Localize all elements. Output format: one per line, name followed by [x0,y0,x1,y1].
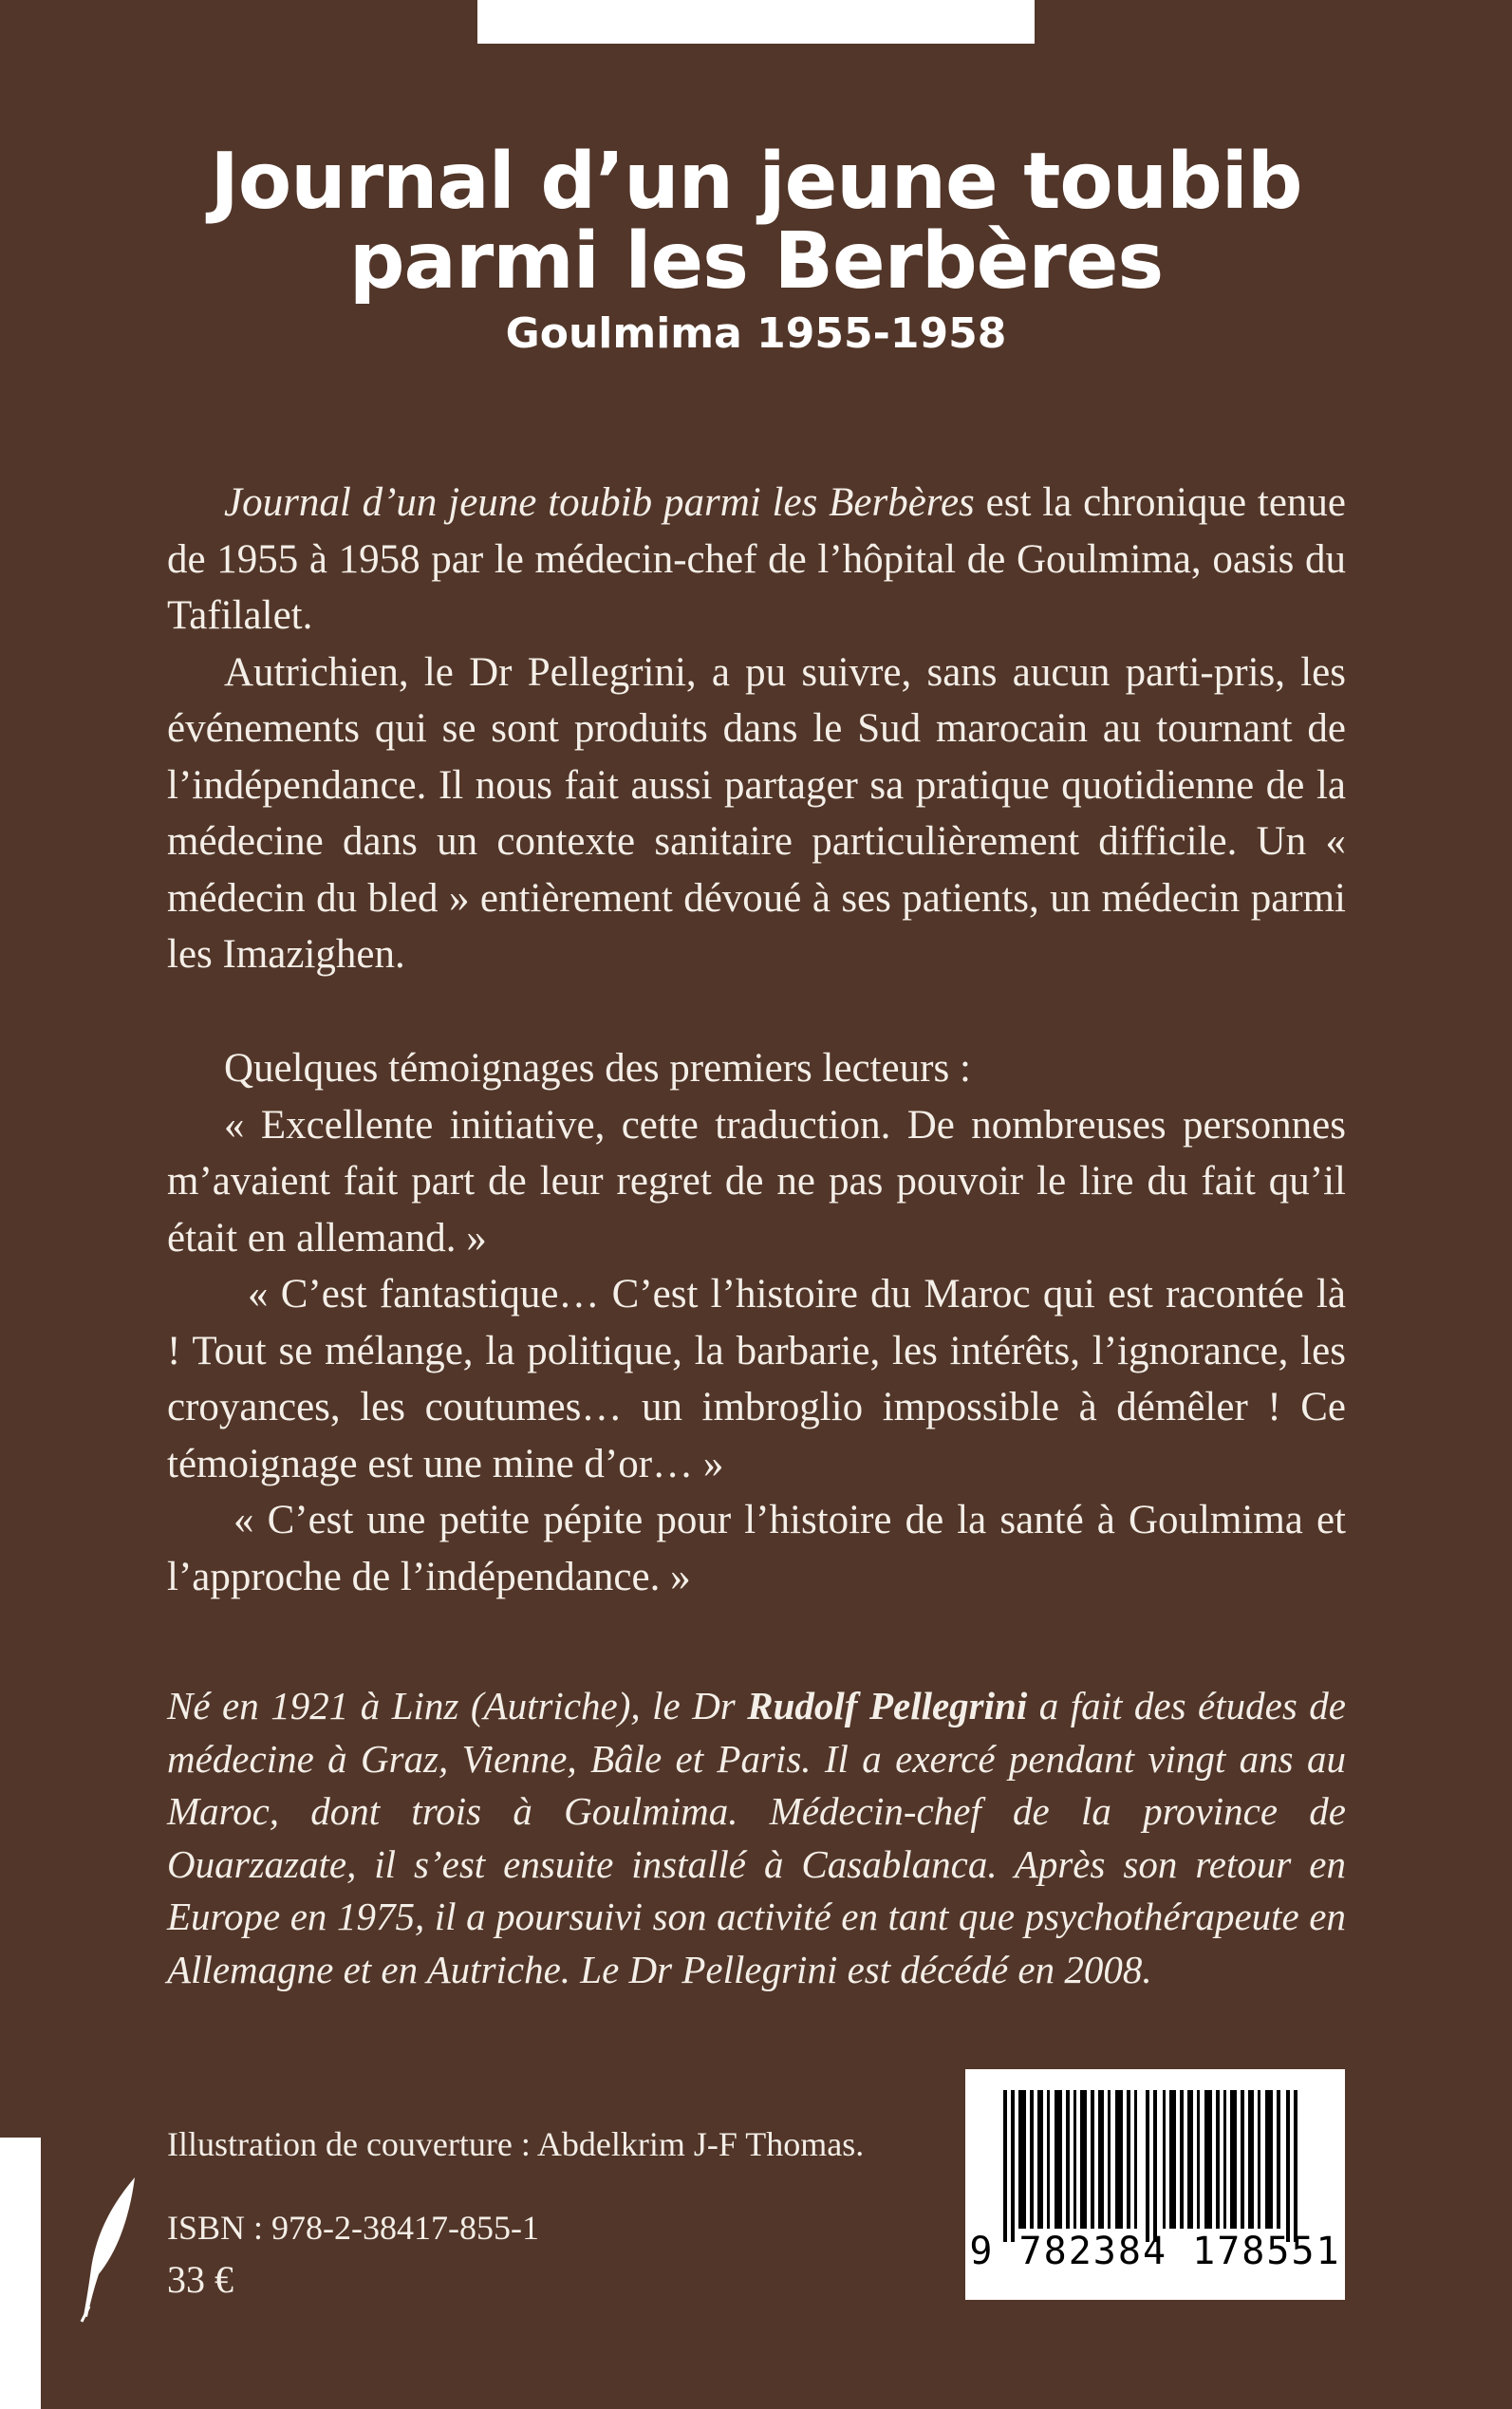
intro-paragraph-1 [167,475,1346,644]
testimonials-heading: Quelques témoignages des premiers lecteurs : [224,1046,971,1091]
intro-section [167,475,1346,983]
testimonial-3: « C’est une petite pépite pour l’histoire de la santé à Goulmima et l’approche de l’indépendance. » [167,1498,1346,1599]
barcode [965,2069,1345,2300]
book-title-line-1: Journal d’un jeune toubib [210,137,1302,227]
book-title-line-2: parmi les Berbères [348,216,1164,307]
author-bio [167,1680,1346,1996]
intro-paragraph-1-text: est la chronique tenue de 1955 à 1958 par le médecin-chef de l’hôpital de Goulmima, oasis du Tafilalet. [167,480,1346,638]
bio-before: Né en 1921 à Linz (Autriche), le Dr [167,1684,748,1727]
book-subtitle: Goulmima 1955-1958 [505,309,1007,358]
testimonial-1: « Excellente initiative, cette traduction. De nombreuses personnes m’avaient fait part de leur regret de ne pas pouvoir le lire du fait qu’il était en allemand. » [167,1102,1346,1261]
author-name: Rudolf Pellegrini [747,1684,1028,1727]
illustration-credit: Illustration de couverture : Abdelkrim J-F Thomas. [167,2125,865,2163]
barcode-bars [984,2090,1326,2242]
intro-paragraph-2: Autrichien, le Dr Pellegrini, a pu suivre, sans aucun parti-pris, les événements qui se sont produits dans le Sud marocain au tournant de l’indépendance. Il nous fait aussi partager sa pratique quotidienne de la médecine dans un contexte sanitaire particulièrement difficile. Un « médecin du bled » entièrement dévoué à ses patients, un médecin parmi les Imazighen. [167,649,1346,977]
top-white-tab [477,0,1035,44]
intro-title-italic: Journal d’un jeune toubib parmi les Berbères [224,480,975,525]
left-white-strip [0,2138,41,2409]
barcode-number: 9 782384 178551 [969,2230,1341,2273]
isbn: ISBN : 978-2-38417-855-1 [167,2209,539,2247]
title-block [0,137,1512,363]
bio-after: a fait des études de médecine à Graz, Vienne, Bâle et Paris. Il a exercé pendant vingt ans au Maroc, dont trois à Goulmima. Médecin-chef de la province de Ouarzazate, il s’est ensuite installé à Casablanca. Après son retour en Europe en 1975, il a poursuivi son activité en tant que psychothérapeute en Allemagne et en Autriche. Le Dr Pellegrini est décédé en 2008. [167,1684,1346,1991]
testimonial-2: « C’est fantastique… C’est l’histoire du Maroc qui est racontée là ! Tout se mélange, la politique, la barbarie, les intérêts, l’ignorance, les croyances, les coutumes… un imbroglio impossible à démêler ! Ce témoignage est une mine d’or… » [167,1272,1346,1486]
testimonials-section [167,1040,1346,1605]
price: 33 € [167,2258,233,2301]
feather-logo-icon [76,2174,142,2325]
